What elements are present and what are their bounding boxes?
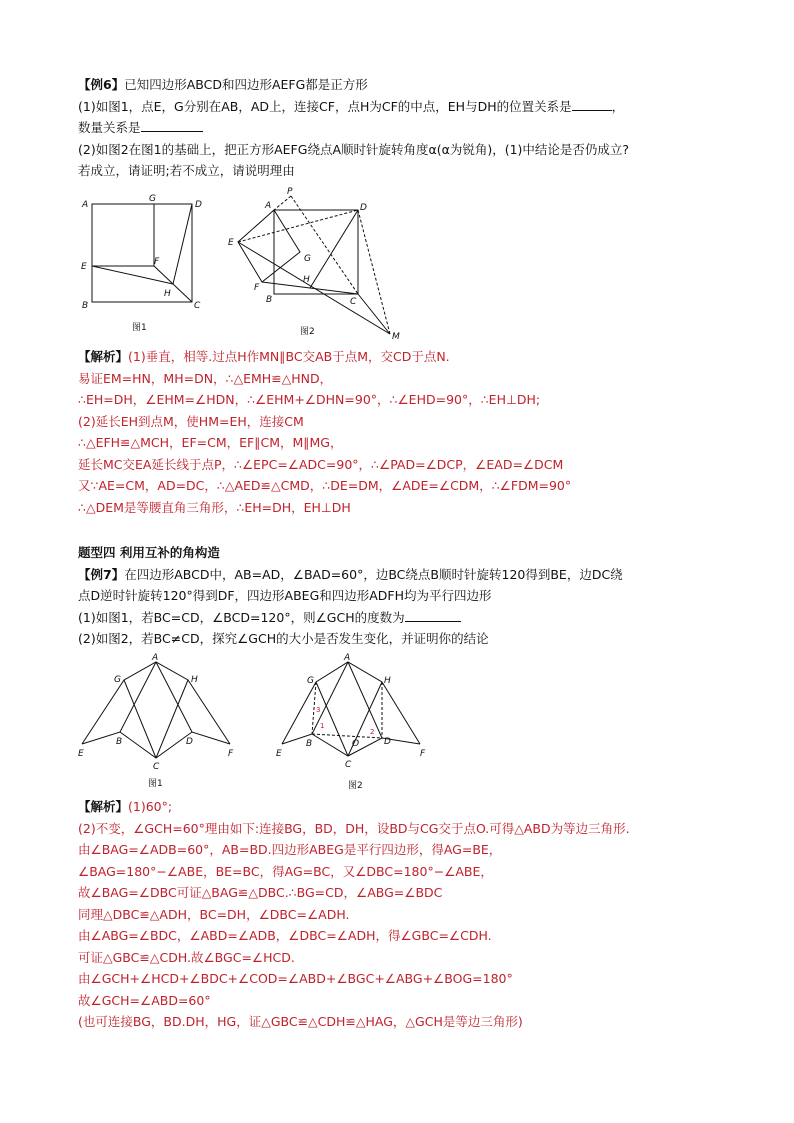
fig-label-c: C [345,760,352,770]
analysis-line: 又∵AE=CM，AD=DC，∴△AED≌△CMD，∴DE=DM，∠ADE=∠CDM，∴∠FDM=90° [78,478,572,493]
fig1-label-a: A [82,200,89,210]
fig1-label-f: F [154,257,160,267]
fig2-label-c: C [350,297,357,307]
fig2-label-e: E [228,238,234,248]
analysis-line: 可证△GBC≌△CDH.故∠BGC=∠HCD. [78,949,295,965]
fig1-label-h: H [164,289,171,299]
analysis-line: 由∠ABG=∠BDC，∠ABD=∠ADB，∠DBC=∠ADH，得∠GBC=∠CDH. [78,928,492,943]
angle-mark: 2 [370,728,375,736]
segment-eh [92,266,173,284]
example7-intro-cont: 点D逆时针旋转120°得到DF，四边形ABEG和四边形ADFH均为平行四边形 [78,588,492,603]
fig-label-g: G [307,676,314,686]
fig-label-e: E [276,749,282,759]
dashed-pa [274,196,291,210]
segment-ad [348,662,382,738]
segment-dh [310,210,358,288]
example6-q1-quantity-text: 数量关系是 [78,120,141,135]
inner-path [282,734,420,756]
example7-figure1 [76,652,248,792]
analysis-line: 故∠BAG=∠DBC可证△BAG≌△DBC.∴BG=CD，∠ABG=∠BDC [78,885,443,900]
fig2-label-h: H [303,275,310,285]
answer-blank-position [572,96,612,111]
example7-problem [78,542,738,650]
analysis-line: 由∠GCH+∠HCD+∠BDC+∠COD=∠ABD+∠BGC+∠ABG+∠BOG=180° [78,971,513,986]
fig2-label-g: G [304,254,311,264]
square-abcd [274,210,358,294]
fig1-caption: 图1 [132,323,147,333]
fig-label-b: B [116,737,123,747]
example7-figure2 [270,652,440,794]
square-aefg [238,210,300,282]
fig2-label-m: M [392,332,400,342]
answer-blank-angle [405,607,461,622]
analysis-line: ∠BAG=180°−∠ABE，BE=BC，得AG=BC，又∠DBC=180°−∠ABE， [78,863,493,879]
answer-blank-quantity [141,117,203,132]
example7-analysis [78,796,738,1033]
analysis-line: ∴EH=DH，∠EHM=∠HDN，∴∠EHM+∠DHN=90°，∴∠EHD=90°，∴EH⊥DH; [78,392,541,407]
fig-caption: 图1 [148,779,163,789]
example7-analysis-tag: 【解析】 [78,799,129,814]
example6-q2-text-cont: 若成立，请证明;若不成立，请说明理由 [78,163,295,178]
example7-q1-text: (1)如图1，若BC=CD，∠BCD=120°，则∠GCH的度数为 [78,609,405,625]
example7-intro: 在四边形ABCD中，AB=AD，∠BAD=60°，边BC绕点B顺时针旋转120得到BE，边DC绕 [124,566,623,582]
example6-analysis-tag: 【解析】 [78,349,129,364]
fig-label-b: B [306,739,313,749]
example6-figure1 [74,192,204,342]
example6-q1-comma: ， [611,98,625,114]
fig-label-o: O [352,739,360,749]
fig-label-e: E [78,749,84,759]
angle-mark: 3 [316,706,321,714]
segment-dh [173,204,192,284]
fig2-caption: 图2 [300,327,315,337]
outer-path [82,662,230,744]
section-title: 题型四 利用互补的角构造 [78,545,220,560]
analysis-line: 由∠BAG=∠ADB=60°，AB=BD.四边形ABEG是平行四边形，得AG=BE， [78,842,502,857]
example7-tag: 【例7】 [78,566,125,582]
example6-intro: 已知四边形ABCD和四边形AEFG都是正方形 [124,77,368,92]
example6-q2-text: (2)如图2在图1的基础上，把正方形AEFG绕点A顺时针旋转角度α(α为锐角)，(1)中结论是否仍成立? [78,141,630,157]
fig-label-f: F [420,749,426,759]
analysis-line: ∴△DEM是等腰直角三角形，∴EH=DH，EH⊥DH [78,499,351,515]
inner-path [82,732,230,758]
analysis-line: 易证EM=HN，MH=DN，∴△EMH≌△HND， [78,370,333,386]
fig2-label-a: A [265,201,272,211]
analysis-line: (2)延长EH到点M，使HM=EH，连接CM [78,413,304,429]
fig-label-g: G [114,675,121,685]
dashed-dm [358,210,390,334]
fig-label-d: D [384,737,391,747]
example6-problem [78,74,738,182]
example6-q1-text: (1)如图1，点E，G分别在AB，AD上，连接CF，点H为CF的中点，EH与DH的位置关系是 [78,98,572,114]
analysis-line: (2)不变，∠GCH=60°理由如下:连接BG，BD，DH，设BD与CG交于点O.可得△ABD为等边三角形. [78,820,630,836]
fig1-label-d: D [195,200,202,210]
fig1-label-c: C [194,301,201,311]
fig-caption: 图2 [348,781,363,791]
fig1-label-b: B [82,301,89,311]
fig-label-a: A [152,653,159,663]
analysis-line: 故∠GCH=∠ABD=60° [78,992,211,1008]
fig2-label-f: F [254,283,260,293]
analysis-line: ∴△EFH≌△MCH，EF=CM，EF∥CM，M∥MG， [78,435,343,450]
fig-label-c: C [153,762,160,772]
fig-label-h: H [191,675,198,685]
example6-tag: 【例6】 [78,77,125,92]
example7-q2-text: (2)如图2，若BC≠CD，探究∠GCH的大小是否发生变化，并证明你的结论 [78,631,489,646]
fig2-label-d: D [360,203,367,213]
fig-label-d: D [186,737,193,747]
fig1-label-g: G [149,194,156,204]
fig1-label-e: E [81,262,87,272]
fig-label-h: H [384,676,391,686]
analysis-line: 同理△DBC≌△ADH，BC=DH，∠DBC=∠ADH. [78,906,350,922]
angle-mark: 1 [320,722,325,730]
analysis-line: (1)垂直，相等.过点H作MN∥BC交AB于点M，交CD于点N. [128,349,450,364]
fig-label-a: A [344,653,351,663]
outer-path [282,662,420,744]
fig2-label-p: P [287,187,293,197]
example6-figure2 [222,186,408,344]
segment-em [238,242,390,334]
square-aefg [92,204,154,266]
fig-label-f: F [228,749,234,759]
fig2-label-b: B [266,295,273,305]
analysis-line: (1)60°; [128,799,173,814]
dashed-pc [291,196,358,294]
analysis-line: 延长MC交EA延长线于点P，∴∠EPC=∠ADC=90°，∴∠PAD=∠DCP，∠EAD=∠DCM [78,456,564,472]
analysis-line: (也可连接BG，BD.DH，HG，证△GBC≌△CDH≌△HAG，△GCH是等边三角形) [78,1014,523,1029]
example6-analysis [78,346,738,518]
